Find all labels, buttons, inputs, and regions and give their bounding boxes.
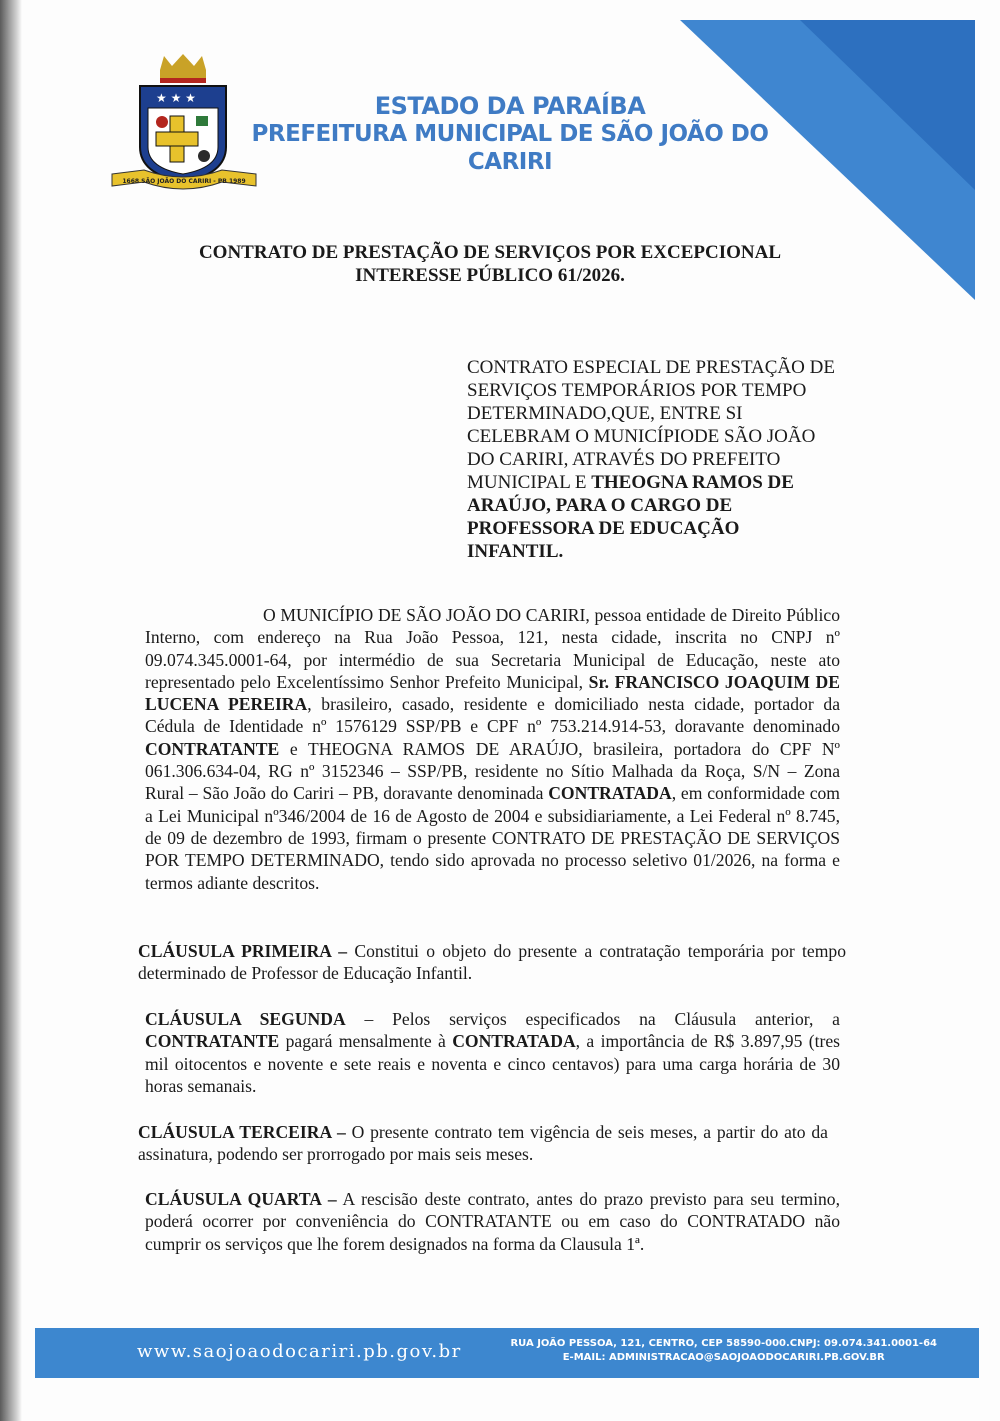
preamble-mayor-name: Sr. FRANCISCO JOAQUIM DE LUCENA PEREIRA [145,671,840,715]
footer-contact [510,1337,937,1365]
clause-third-text: O presente contrato tem vigência de seis meses, a partir do ato da assinatura, podendo ser prorrogado por mais seis meses. [138,1122,828,1165]
clause-first-text: Constitui o objeto do presente a contratação temporária por tempo determinado de Professor de Educação Infantil. [138,941,846,984]
header-municipality-name: PREFEITURA MUNICIPAL DE SÃO JOÃO DO CARIRI [251,121,769,175]
document-title [150,241,830,287]
footer-address: RUA JOÃO PESSOA, 121, CENTRO, CEP 58590-000.CNPJ: 09.074.341.0001-64 [510,1338,937,1349]
document-title-line2: INTERESSE PÚBLICO 61/2026. [355,265,625,286]
clause-third [138,1121,828,1166]
clause-fourth-text: A rescisão deste contrato, antes do prazo previsto para seu termino, poderá ocorrer por conveniência do CONTRATANTE ou em caso do CONTRATADO não cumprir os serviços que lhe forem designados na forma da Clausula 1ª. [145,1189,840,1254]
document-title-line1: CONTRATO DE PRESTAÇÃO DE SERVIÇOS POR EXCEPCIONAL [198,242,782,263]
clause-second [145,1008,840,1097]
footer-bar [35,1328,979,1378]
summary-text: CONTRATO ESPECIAL DE PRESTAÇÃO DE SERVIÇOS TEMPORÁRIOS POR TEMPO DETERMINADO,QUE, ENTRE SI CELEBRAM O MUNICÍPIODE SÃO JOÃO DO CARIRI, ATRAVÉS DO PREFEITO MUNICIPAL E [467,357,835,493]
scan-edge-shadow [0,0,22,1421]
preamble-contratada: CONTRATADA [548,783,672,804]
footer-email[interactable]: E-MAIL: ADMINISTRACAO@SAOJOAODOCARIRI.PB.GOV.BR [562,1352,885,1363]
logo-banner-text: 1668 SÃO JOÃO DO CARIRI - PB 1989 [122,178,246,185]
preamble-text-4: , em conformidade com a Lei Municipal nº346/2004 de 16 de Agosto de 2004 e subsidiariamente, a Lei Federal nº 8.745, de 09 de dezembro de 1993, firmam o presente CONTRATO DE PRESTAÇÃO DE SERVIÇOS POR TEMPO DETERMINADO, tendo sido aprovada no processo seletivo 01/2026, na forma e termos adiante descritos. [145,783,840,893]
summary-bold-text: THEOGNA RAMOS DE ARAÚJO, PARA O CARGO DE PROFESSORA DE EDUCAÇÃO INFANTIL. [467,472,794,562]
preamble-text-1: O MUNICÍPIO DE SÃO JOÃO DO CARIRI, pessoa entidade de Direito Público Interno, com endereço na Rua João Pessoa, 121, nesta cidade, inscrita no CNPJ nº 09.074.345.0001-64, por intermédio de sua Secretaria Municipal de Educação, neste ato representado pelo Excelentíssimo Senhor Prefeito Municipal, [145,605,840,692]
clause-second-heading: CLÁUSULA SEGUNDA [145,1009,346,1029]
clause-fourth [145,1188,840,1255]
clause-fourth-heading: CLÁUSULA QUARTA – [145,1189,337,1209]
municipal-coat-of-arms-logo [108,52,260,202]
svg-text:★ ★ ★: ★ ★ ★ [156,91,196,105]
preamble-contratante: CONTRATANTE [145,738,280,759]
preamble-text-2: , brasileiro, casado, residente e domiciliado nesta cidade, portador da Cédula de Identidade nº 1576129 SSP/PB e CPF nº 753.214.914-53, doravante denominado [145,694,840,737]
preamble-paragraph [145,604,840,894]
clause-second-contratante: CONTRATANTE [145,1031,280,1052]
clause-first [138,940,846,985]
clause-first-heading: CLÁUSULA PRIMEIRA – [138,941,348,961]
clause-second-contratada: CONTRATADA [452,1031,576,1052]
clause-second-text-1: – Pelos serviços especificados na Cláusula anterior, a [345,1009,840,1029]
clause-third-heading: CLÁUSULA TERCEIRA – [138,1122,346,1142]
footer-website-link[interactable]: www.saojoaodocariri.pb.gov.br [137,1341,462,1362]
clause-second-text-3: , a importância de R$ 3.897,95 (tres mil oitocentos e novente e sete reais e noventa e cinco centavos) para uma carga horária de 30 horas semanais. [145,1031,841,1096]
preamble-text-3: e THEOGNA RAMOS DE ARAÚJO, brasileira, portadora do CPF Nº 061.306.634-04, RG nº 3152346 – SSP/PB, residente no Sítio Malhada da Roça, S/N – Zona Rural – São João do Cariri – PB, doravante denominada [145,738,840,804]
clause-second-text-2: pagará mensalmente à [279,1031,453,1052]
header-title [240,92,780,176]
contract-summary [467,356,837,563]
header-state-name: ESTADO DA PARAÍBA [374,92,646,120]
